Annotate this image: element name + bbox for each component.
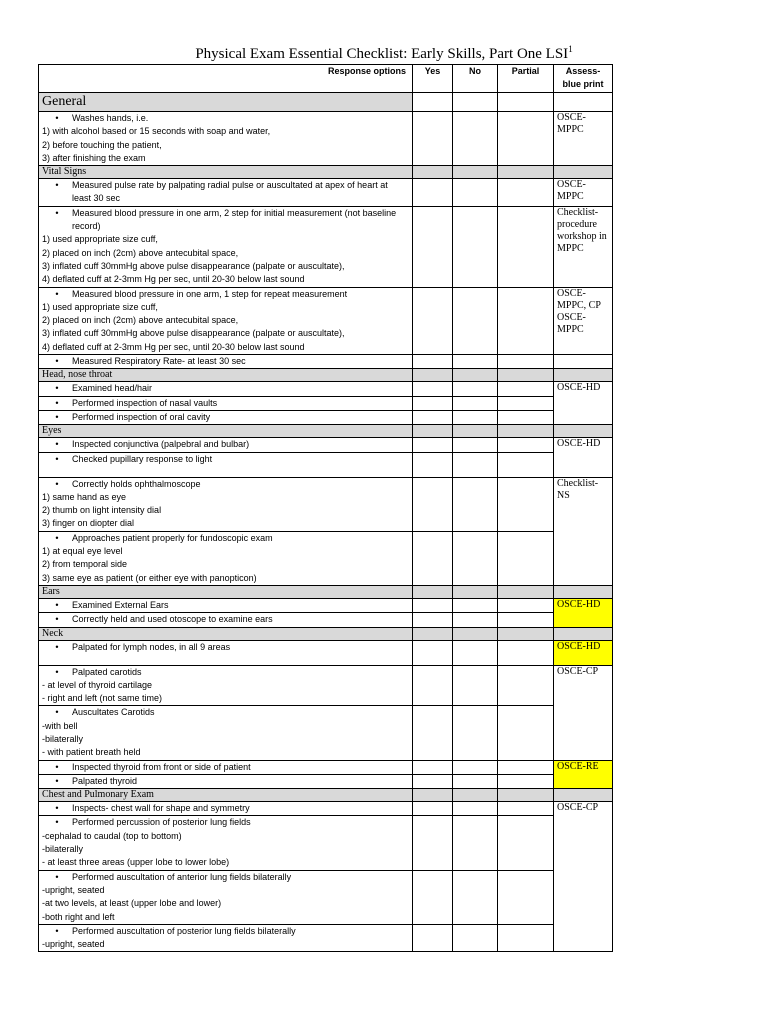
section-fill: [554, 627, 613, 640]
partial-cell[interactable]: [498, 112, 554, 166]
no-cell[interactable]: [453, 760, 498, 774]
section-fill: [554, 789, 613, 802]
partial-cell[interactable]: [498, 355, 554, 369]
section-fill: [453, 585, 498, 598]
no-cell[interactable]: [453, 112, 498, 166]
item-line: 1) at equal eye level: [42, 546, 123, 557]
yes-cell[interactable]: [413, 179, 453, 207]
no-cell[interactable]: [453, 396, 498, 410]
section-fill: [413, 789, 453, 802]
no-cell[interactable]: [453, 640, 498, 665]
yes-cell[interactable]: [413, 706, 453, 760]
item-text: Correctly holds ophthalmoscope: [72, 478, 201, 489]
section-general: General: [39, 93, 413, 112]
item-line: 3) after finishing the exam: [42, 152, 146, 163]
no-cell[interactable]: [453, 355, 498, 369]
section-fill: [413, 585, 453, 598]
partial-cell[interactable]: [498, 924, 554, 952]
assess-cell: OSCE-MPPC: [554, 112, 613, 166]
item-line: 4) deflated cuff at 2-3mm Hg per sec, until 20-30 below last sound: [42, 274, 305, 285]
item-text: Measured Respiratory Rate- at least 30 sec: [72, 356, 246, 367]
bullet-item: • Examined External Ears: [55, 599, 169, 610]
section-fill: [453, 369, 498, 382]
item-text: Palpated for lymph nodes, in all 9 areas: [72, 641, 231, 652]
section-fill: [554, 425, 613, 438]
header-row: [39, 65, 613, 93]
assess-cell: [554, 355, 613, 369]
item-cell: [39, 802, 413, 816]
header-no: No: [453, 65, 498, 93]
yes-cell[interactable]: [413, 382, 453, 396]
item-cell: [39, 396, 413, 410]
item-line: 2) placed on inch (2cm) above antecubital space,: [42, 315, 239, 326]
table-row: [39, 816, 613, 870]
yes-cell[interactable]: [413, 760, 453, 774]
item-text: Inspects- chest wall for shape and symmetry: [72, 803, 250, 814]
yes-cell[interactable]: [413, 477, 453, 531]
item-line: 2) before touching the patient,: [42, 139, 162, 150]
item-cell: [39, 760, 413, 774]
section-fill: [453, 789, 498, 802]
item-text: Measured blood pressure in one arm, 2 step for initial measurement (not baseline record): [72, 207, 397, 232]
item-text: Examined head/hair: [72, 383, 153, 394]
bullet-item: • Checked pupillary response to light: [55, 453, 213, 464]
no-cell[interactable]: [453, 613, 498, 627]
item-line: -bilaterally: [42, 733, 84, 744]
bullet-item: • Correctly held and used otoscope to examine ears: [55, 614, 273, 625]
no-cell[interactable]: [453, 452, 498, 477]
partial-cell[interactable]: [498, 613, 554, 627]
item-line: 1) used appropriate size cuff,: [42, 301, 158, 312]
item-line: -bilaterally: [42, 844, 84, 855]
section-fill: [498, 585, 554, 598]
table-row: [39, 396, 613, 410]
no-cell[interactable]: [453, 598, 498, 612]
assess-text: OSCE-MPPC, CP: [557, 287, 601, 311]
table-row: [39, 452, 613, 477]
assess-cell: [554, 287, 613, 354]
section-chest: Chest and Pulmonary Exam: [39, 789, 413, 802]
assess-cell: OSCE-HD: [554, 438, 613, 477]
section-fill: [413, 425, 453, 438]
yes-cell[interactable]: [413, 396, 453, 410]
table-row: [39, 410, 613, 424]
no-cell[interactable]: [453, 531, 498, 585]
item-line: -upright, seated: [42, 939, 105, 950]
bullet-item: • Performed auscultation of anterior lung fields bilaterally: [55, 871, 292, 882]
partial-cell[interactable]: [498, 870, 554, 924]
no-cell[interactable]: [453, 816, 498, 870]
header-yes: Yes: [413, 65, 453, 93]
assess-cell: OSCE-MPPC: [554, 179, 613, 207]
item-cell: [39, 924, 413, 952]
yes-cell[interactable]: [413, 112, 453, 166]
partial-cell[interactable]: [498, 179, 554, 207]
table-row: [39, 287, 613, 354]
section-fill: [554, 369, 613, 382]
table-row: [39, 706, 613, 760]
table-row: [39, 598, 613, 612]
item-text: Approaches patient properly for fundoscopic exam: [72, 532, 273, 543]
bullet-item: • Examined head/hair: [55, 383, 153, 394]
table-row: [39, 438, 613, 452]
section-fill: [498, 425, 554, 438]
yes-cell[interactable]: [413, 665, 453, 706]
item-cell: [39, 477, 413, 531]
item-line: -at two levels, at least (upper lobe and lower): [42, 898, 222, 909]
bullet-item: • Inspects- chest wall for shape and symmetry: [55, 803, 250, 814]
table-row: [39, 613, 613, 627]
item-line: 3) same eye as patient (or either eye with panopticon): [42, 572, 257, 583]
bullet-item: • Palpated for lymph nodes, in all 9 areas: [55, 641, 231, 652]
item-text: Inspected thyroid from front or side of patient: [72, 761, 251, 772]
yes-cell[interactable]: [413, 613, 453, 627]
no-cell[interactable]: [453, 382, 498, 396]
item-text: Measured blood pressure in one arm, 1 step for repeat measurement: [72, 288, 348, 299]
section-fill: [498, 789, 554, 802]
item-cell: [39, 706, 413, 760]
section-fill: [554, 585, 613, 598]
no-cell[interactable]: [453, 287, 498, 354]
item-cell: [39, 355, 413, 369]
section-eyes: Eyes: [39, 425, 413, 438]
item-cell: [39, 112, 413, 166]
item-line: 1) used appropriate size cuff,: [42, 234, 158, 245]
table-row: [39, 802, 613, 816]
no-cell[interactable]: [453, 665, 498, 706]
section-fill: [413, 166, 453, 179]
item-line: 3) inflated cuff 30mmHg above pulse disappearance (palpate or auscultate),: [42, 260, 345, 271]
header-response: Response options: [39, 65, 413, 93]
item-text: Checked pupillary response to light: [72, 453, 213, 464]
table-row: [39, 179, 613, 207]
table-row: [39, 355, 613, 369]
table-row: [39, 531, 613, 585]
partial-cell[interactable]: [498, 665, 554, 706]
bullet-item: • Performed inspection of nasal vaults: [55, 397, 218, 408]
no-cell[interactable]: [453, 802, 498, 816]
bullet-item: • Inspected thyroid from front or side of patient: [55, 761, 251, 772]
item-line: 1) same hand as eye: [42, 491, 127, 502]
assess-cell: OSCE-CP: [554, 665, 613, 760]
section-fill: [498, 627, 554, 640]
section-fill: [453, 425, 498, 438]
checklist-table: [38, 64, 613, 952]
partial-cell[interactable]: [498, 452, 554, 477]
item-text: Measured pulse rate by palpating radial pulse or auscultated at apex of heart at least 30 sec: [72, 180, 388, 204]
item-line: 3) finger on diopter dial: [42, 518, 135, 529]
yes-cell[interactable]: [413, 410, 453, 424]
partial-cell[interactable]: [498, 206, 554, 287]
no-cell[interactable]: [453, 93, 498, 112]
table-row: [39, 112, 613, 166]
assess-cell: OSCE-CP: [554, 802, 613, 952]
item-line: 3) inflated cuff 30mmHg above pulse disappearance (palpate or auscultate),: [42, 328, 345, 339]
bullet-item: • Auscultates Carotids: [55, 707, 155, 718]
table-row: [39, 870, 613, 924]
assess-cell: [554, 93, 613, 112]
bullet-item: • Measured blood pressure in one arm, 2 step for initial measurement (not baseline record): [55, 207, 397, 232]
item-line: - with patient breath held: [42, 747, 141, 758]
yes-cell[interactable]: [413, 640, 453, 665]
item-cell: [39, 438, 413, 452]
table-row: [39, 206, 613, 287]
partial-cell[interactable]: [498, 640, 554, 665]
section-head-nose-throat: Head, nose throat: [39, 369, 413, 382]
section-fill: [498, 166, 554, 179]
item-line: -with bell: [42, 720, 78, 731]
item-text: Performed inspection of nasal vaults: [72, 397, 218, 408]
bullet-item: • Approaches patient properly for fundoscopic exam: [55, 532, 273, 543]
item-text: Performed percussion of posterior lung fields: [72, 817, 251, 828]
bullet-item: • Washes hands, i.e.: [55, 113, 149, 123]
section-ears: Ears: [39, 585, 413, 598]
table-row: [39, 477, 613, 531]
item-cell: [39, 287, 413, 354]
partial-cell[interactable]: [498, 287, 554, 354]
item-line: 2) thumb on light intensity dial: [42, 505, 162, 516]
partial-cell[interactable]: [498, 531, 554, 585]
table-row: [39, 774, 613, 788]
partial-cell[interactable]: [498, 396, 554, 410]
partial-cell[interactable]: [498, 382, 554, 396]
no-cell[interactable]: [453, 179, 498, 207]
item-line: 2) placed on inch (2cm) above antecubital space,: [42, 247, 239, 258]
yes-cell[interactable]: [413, 206, 453, 287]
no-cell[interactable]: [453, 410, 498, 424]
item-cell: [39, 640, 413, 665]
no-cell[interactable]: [453, 774, 498, 788]
no-cell[interactable]: [453, 477, 498, 531]
table-row: [39, 665, 613, 706]
yes-cell[interactable]: [413, 774, 453, 788]
bullet-item: • Palpated thyroid: [55, 775, 138, 786]
yes-cell[interactable]: [413, 870, 453, 924]
no-cell[interactable]: [453, 438, 498, 452]
item-line: -both right and left: [42, 911, 115, 922]
item-line: - at least three areas (upper lobe to lower lobe): [42, 857, 230, 868]
partial-cell[interactable]: [498, 706, 554, 760]
yes-cell[interactable]: [413, 452, 453, 477]
item-text: Performed auscultation of anterior lung fields bilaterally: [72, 871, 292, 882]
table-row: [39, 760, 613, 774]
item-line: 2) from temporal side: [42, 559, 128, 570]
item-text: Inspected conjunctiva (palpebral and bulbar): [72, 439, 250, 450]
assess-text: OSCE-MPPC: [557, 311, 586, 335]
no-cell[interactable]: [453, 870, 498, 924]
assess-cell-highlighted: OSCE-RE: [554, 760, 613, 789]
item-text: Palpated carotids: [72, 666, 142, 677]
bullet-item: • Measured blood pressure in one arm, 1 step for repeat measurement: [55, 288, 348, 299]
item-cell: [39, 206, 413, 287]
no-cell[interactable]: [453, 924, 498, 952]
bullet-item: • Measured pulse rate by palpating radial pulse or auscultated at apex of heart at least 30 sec: [55, 180, 388, 204]
item-cell: [39, 598, 413, 612]
assess-cell-highlighted: OSCE-HD: [554, 598, 613, 627]
yes-cell[interactable]: [413, 816, 453, 870]
partial-cell[interactable]: [498, 410, 554, 424]
item-text: Auscultates Carotids: [72, 707, 155, 718]
partial-cell[interactable]: [498, 598, 554, 612]
partial-cell[interactable]: [498, 816, 554, 870]
yes-cell[interactable]: [413, 598, 453, 612]
bullet-item: • Palpated carotids: [55, 666, 142, 677]
partial-cell[interactable]: [498, 802, 554, 816]
section-fill: [554, 166, 613, 179]
section-vital-signs: Vital Signs: [39, 166, 413, 179]
section-fill: [453, 627, 498, 640]
item-cell: [39, 665, 413, 706]
item-line: -upright, seated: [42, 884, 105, 895]
partial-cell[interactable]: [498, 93, 554, 112]
item-cell: [39, 774, 413, 788]
section-neck: Neck: [39, 627, 413, 640]
bullet-item: • Correctly holds ophthalmoscope: [55, 478, 201, 489]
yes-cell[interactable]: [413, 924, 453, 952]
header-partial: Partial: [498, 65, 554, 93]
item-line: - right and left (not same time): [42, 693, 163, 704]
item-cell: [39, 870, 413, 924]
yes-cell[interactable]: [413, 287, 453, 354]
item-cell: [39, 452, 413, 477]
partial-cell[interactable]: [498, 477, 554, 531]
bullet-item: • Performed inspection of oral cavity: [55, 411, 211, 422]
item-text: Palpated thyroid: [72, 775, 138, 786]
item-cell: [39, 613, 413, 627]
section-fill: [453, 166, 498, 179]
item-line: -cephalad to caudal (top to bottom): [42, 830, 182, 841]
item-cell: [39, 179, 413, 207]
yes-cell[interactable]: [413, 93, 453, 112]
page-title: [0, 44, 768, 63]
yes-cell[interactable]: [413, 438, 453, 452]
item-text: Examined External Ears: [72, 599, 169, 610]
bullet-item: • Measured Respiratory Rate- at least 30 sec: [55, 356, 246, 367]
table-row: [39, 382, 613, 396]
item-line: 4) deflated cuff at 2-3mm Hg per sec, until 20-30 below last sound: [42, 341, 305, 352]
partial-cell[interactable]: [498, 760, 554, 774]
assess-cell: OSCE-HD: [554, 382, 613, 425]
bullet-item: • Performed auscultation of posterior lung fields bilaterally: [55, 925, 296, 936]
item-line: - at level of thyroid cartilage: [42, 679, 153, 690]
assess-cell: Checklist-NS: [554, 477, 613, 585]
bullet-item: • Inspected conjunctiva (palpebral and bulbar): [55, 439, 250, 450]
item-cell: [39, 410, 413, 424]
bullet-item: • Performed percussion of posterior lung fields: [55, 817, 251, 828]
partial-cell[interactable]: [498, 438, 554, 452]
assess-cell-highlighted: OSCE-HD: [554, 640, 613, 665]
item-cell: [39, 531, 413, 585]
partial-cell[interactable]: [498, 774, 554, 788]
assess-cell: Checklist-procedure workshop in MPPC: [554, 206, 613, 287]
no-cell[interactable]: [453, 206, 498, 287]
yes-cell[interactable]: [413, 355, 453, 369]
yes-cell[interactable]: [413, 802, 453, 816]
item-cell: [39, 382, 413, 396]
title-footnote: 1: [568, 44, 573, 54]
section-fill: [413, 627, 453, 640]
no-cell[interactable]: [453, 706, 498, 760]
header-assess: Assess-blue print: [554, 65, 613, 93]
item-line: 1) with alcohol based or 15 seconds with soap and water,: [42, 126, 271, 137]
section-fill: [413, 369, 453, 382]
item-text: Performed inspection of oral cavity: [72, 411, 211, 422]
item-text: Correctly held and used otoscope to examine ears: [72, 614, 273, 625]
item-cell: [39, 816, 413, 870]
table-row: [39, 640, 613, 665]
section-fill: [498, 369, 554, 382]
title-text: Physical Exam Essential Checklist: Early Skills, Part One LSI: [195, 46, 569, 62]
item-text: Washes hands, i.e.: [72, 113, 149, 123]
yes-cell[interactable]: [413, 531, 453, 585]
item-text: Performed auscultation of posterior lung fields bilaterally: [72, 925, 296, 936]
table-row: [39, 924, 613, 952]
